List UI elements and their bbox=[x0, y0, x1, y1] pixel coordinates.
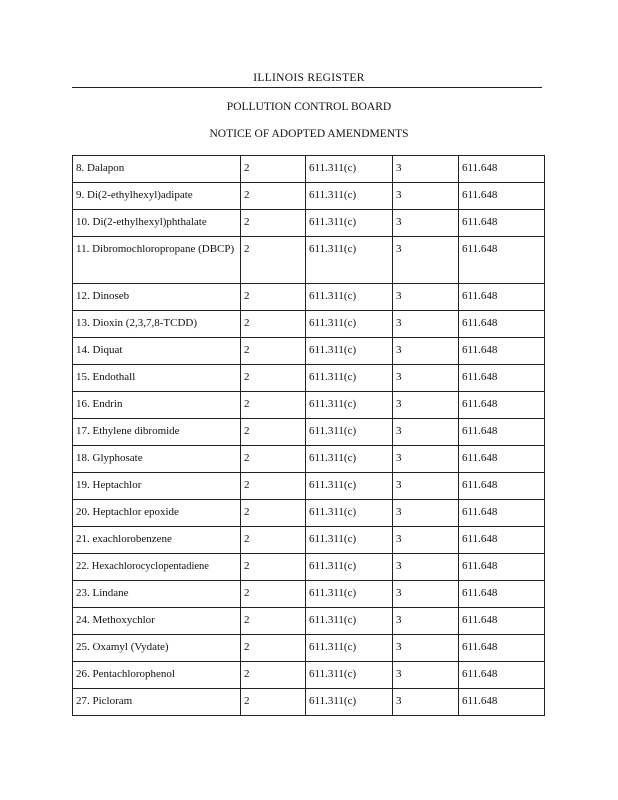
contaminant-table bbox=[72, 155, 545, 716]
table-row bbox=[73, 311, 545, 338]
column-2-cell: 2 bbox=[241, 527, 306, 554]
table-row bbox=[73, 581, 545, 608]
header-rule bbox=[72, 87, 542, 88]
contaminant-name-cell: 15. Endothall bbox=[73, 365, 241, 392]
section-648-cell: 611.648 bbox=[459, 500, 545, 527]
register-title: ILLINOIS REGISTER bbox=[253, 72, 365, 84]
column-4-cell: 3 bbox=[393, 662, 459, 689]
section-cell: 611.311(c) bbox=[306, 210, 393, 237]
contaminant-name-cell: 14. Diquat bbox=[73, 338, 241, 365]
column-2-cell: 2 bbox=[241, 392, 306, 419]
section-648-cell: 611.648 bbox=[459, 237, 545, 284]
contaminant-name-cell: 19. Heptachlor bbox=[73, 473, 241, 500]
column-2-cell: 2 bbox=[241, 183, 306, 210]
column-4-cell: 3 bbox=[393, 210, 459, 237]
table-row bbox=[73, 210, 545, 237]
table-row bbox=[73, 237, 545, 284]
section-648-cell: 611.648 bbox=[459, 311, 545, 338]
section-cell: 611.311(c) bbox=[306, 473, 393, 500]
column-4-cell: 3 bbox=[393, 554, 459, 581]
table-row bbox=[73, 662, 545, 689]
section-cell: 611.311(c) bbox=[306, 419, 393, 446]
contaminant-name-cell: 26. Pentachlorophenol bbox=[73, 662, 241, 689]
section-cell: 611.311(c) bbox=[306, 365, 393, 392]
column-2-cell: 2 bbox=[241, 662, 306, 689]
column-2-cell: 2 bbox=[241, 284, 306, 311]
column-4-cell: 3 bbox=[393, 446, 459, 473]
contaminant-name-cell: 27. Picloram bbox=[73, 689, 241, 716]
section-cell: 611.311(c) bbox=[306, 446, 393, 473]
section-cell: 611.311(c) bbox=[306, 237, 393, 284]
section-648-cell: 611.648 bbox=[459, 156, 545, 183]
table-row bbox=[73, 473, 545, 500]
column-4-cell: 3 bbox=[393, 156, 459, 183]
contaminant-name-cell: 23. Lindane bbox=[73, 581, 241, 608]
section-648-cell: 611.648 bbox=[459, 338, 545, 365]
table-row bbox=[73, 689, 545, 716]
contaminant-name-cell: 21. exachlorobenzene bbox=[73, 527, 241, 554]
column-4-cell: 3 bbox=[393, 689, 459, 716]
section-cell: 611.311(c) bbox=[306, 581, 393, 608]
column-4-cell: 3 bbox=[393, 183, 459, 210]
section-cell: 611.311(c) bbox=[306, 156, 393, 183]
table-row bbox=[73, 554, 545, 581]
column-2-cell: 2 bbox=[241, 311, 306, 338]
table-row bbox=[73, 338, 545, 365]
table-row bbox=[73, 527, 545, 554]
table-row bbox=[73, 446, 545, 473]
column-4-cell: 3 bbox=[393, 581, 459, 608]
column-2-cell: 2 bbox=[241, 581, 306, 608]
column-2-cell: 2 bbox=[241, 473, 306, 500]
section-648-cell: 611.648 bbox=[459, 635, 545, 662]
contaminant-name-cell: 12. Dinoseb bbox=[73, 284, 241, 311]
column-2-cell: 2 bbox=[241, 446, 306, 473]
section-cell: 611.311(c) bbox=[306, 183, 393, 210]
column-2-cell: 2 bbox=[241, 156, 306, 183]
section-cell: 611.311(c) bbox=[306, 311, 393, 338]
section-648-cell: 611.648 bbox=[459, 419, 545, 446]
column-4-cell: 3 bbox=[393, 338, 459, 365]
column-4-cell: 3 bbox=[393, 473, 459, 500]
contaminant-name-cell: 24. Methoxychlor bbox=[73, 608, 241, 635]
table-row bbox=[73, 500, 545, 527]
contaminant-name-cell: 25. Oxamyl (Vydate) bbox=[73, 635, 241, 662]
contaminant-name-cell: 16. Endrin bbox=[73, 392, 241, 419]
section-cell: 611.311(c) bbox=[306, 608, 393, 635]
section-cell: 611.311(c) bbox=[306, 527, 393, 554]
section-cell: 611.311(c) bbox=[306, 338, 393, 365]
table-row bbox=[73, 284, 545, 311]
contaminant-name-cell: 8. Dalapon bbox=[73, 156, 241, 183]
column-4-cell: 3 bbox=[393, 500, 459, 527]
table-row bbox=[73, 183, 545, 210]
contaminant-name-cell: 18. Glyphosate bbox=[73, 446, 241, 473]
column-2-cell: 2 bbox=[241, 338, 306, 365]
section-cell: 611.311(c) bbox=[306, 554, 393, 581]
notice-title: NOTICE OF ADOPTED AMENDMENTS bbox=[209, 128, 409, 140]
section-cell: 611.311(c) bbox=[306, 662, 393, 689]
column-4-cell: 3 bbox=[393, 419, 459, 446]
column-4-cell: 3 bbox=[393, 635, 459, 662]
section-cell: 611.311(c) bbox=[306, 500, 393, 527]
table-row bbox=[73, 635, 545, 662]
section-cell: 611.311(c) bbox=[306, 689, 393, 716]
section-648-cell: 611.648 bbox=[459, 183, 545, 210]
board-title: POLLUTION CONTROL BOARD bbox=[226, 101, 392, 113]
column-2-cell: 2 bbox=[241, 365, 306, 392]
column-4-cell: 3 bbox=[393, 608, 459, 635]
section-648-cell: 611.648 bbox=[459, 210, 545, 237]
section-cell: 611.311(c) bbox=[306, 392, 393, 419]
section-648-cell: 611.648 bbox=[459, 662, 545, 689]
column-4-cell: 3 bbox=[393, 527, 459, 554]
column-4-cell: 3 bbox=[393, 392, 459, 419]
section-648-cell: 611.648 bbox=[459, 473, 545, 500]
column-2-cell: 2 bbox=[241, 237, 306, 284]
contaminant-name-cell: 13. Dioxin (2,3,7,8-TCDD) bbox=[73, 311, 241, 338]
column-2-cell: 2 bbox=[241, 554, 306, 581]
section-648-cell: 611.648 bbox=[459, 581, 545, 608]
section-648-cell: 611.648 bbox=[459, 554, 545, 581]
contaminant-name-cell: 20. Heptachlor epoxide bbox=[73, 500, 241, 527]
section-648-cell: 611.648 bbox=[459, 608, 545, 635]
section-648-cell: 611.648 bbox=[459, 446, 545, 473]
contaminant-name-cell: 9. Di(2-ethylhexyl)adipate bbox=[73, 183, 241, 210]
column-2-cell: 2 bbox=[241, 419, 306, 446]
table-row bbox=[73, 365, 545, 392]
table-row bbox=[73, 608, 545, 635]
section-cell: 611.311(c) bbox=[306, 635, 393, 662]
contaminant-table-body bbox=[73, 156, 545, 716]
column-2-cell: 2 bbox=[241, 500, 306, 527]
table-row bbox=[73, 392, 545, 419]
contaminant-name-cell: 22. Hexachlorocyclopentadiene bbox=[73, 554, 241, 581]
column-4-cell: 3 bbox=[393, 365, 459, 392]
table-row bbox=[73, 419, 545, 446]
column-4-cell: 3 bbox=[393, 237, 459, 284]
column-2-cell: 2 bbox=[241, 689, 306, 716]
section-648-cell: 611.648 bbox=[459, 689, 545, 716]
section-648-cell: 611.648 bbox=[459, 365, 545, 392]
section-648-cell: 611.648 bbox=[459, 284, 545, 311]
contaminant-name-cell: 11. Dibromochloropropane (DBCP) bbox=[73, 237, 241, 284]
column-4-cell: 3 bbox=[393, 284, 459, 311]
contaminant-name-cell: 17. Ethylene dibromide bbox=[73, 419, 241, 446]
section-648-cell: 611.648 bbox=[459, 392, 545, 419]
column-2-cell: 2 bbox=[241, 210, 306, 237]
table-row bbox=[73, 156, 545, 183]
contaminant-name-cell: 10. Di(2-ethylhexyl)phthalate bbox=[73, 210, 241, 237]
section-648-cell: 611.648 bbox=[459, 527, 545, 554]
column-2-cell: 2 bbox=[241, 635, 306, 662]
column-4-cell: 3 bbox=[393, 311, 459, 338]
column-2-cell: 2 bbox=[241, 608, 306, 635]
section-cell: 611.311(c) bbox=[306, 284, 393, 311]
